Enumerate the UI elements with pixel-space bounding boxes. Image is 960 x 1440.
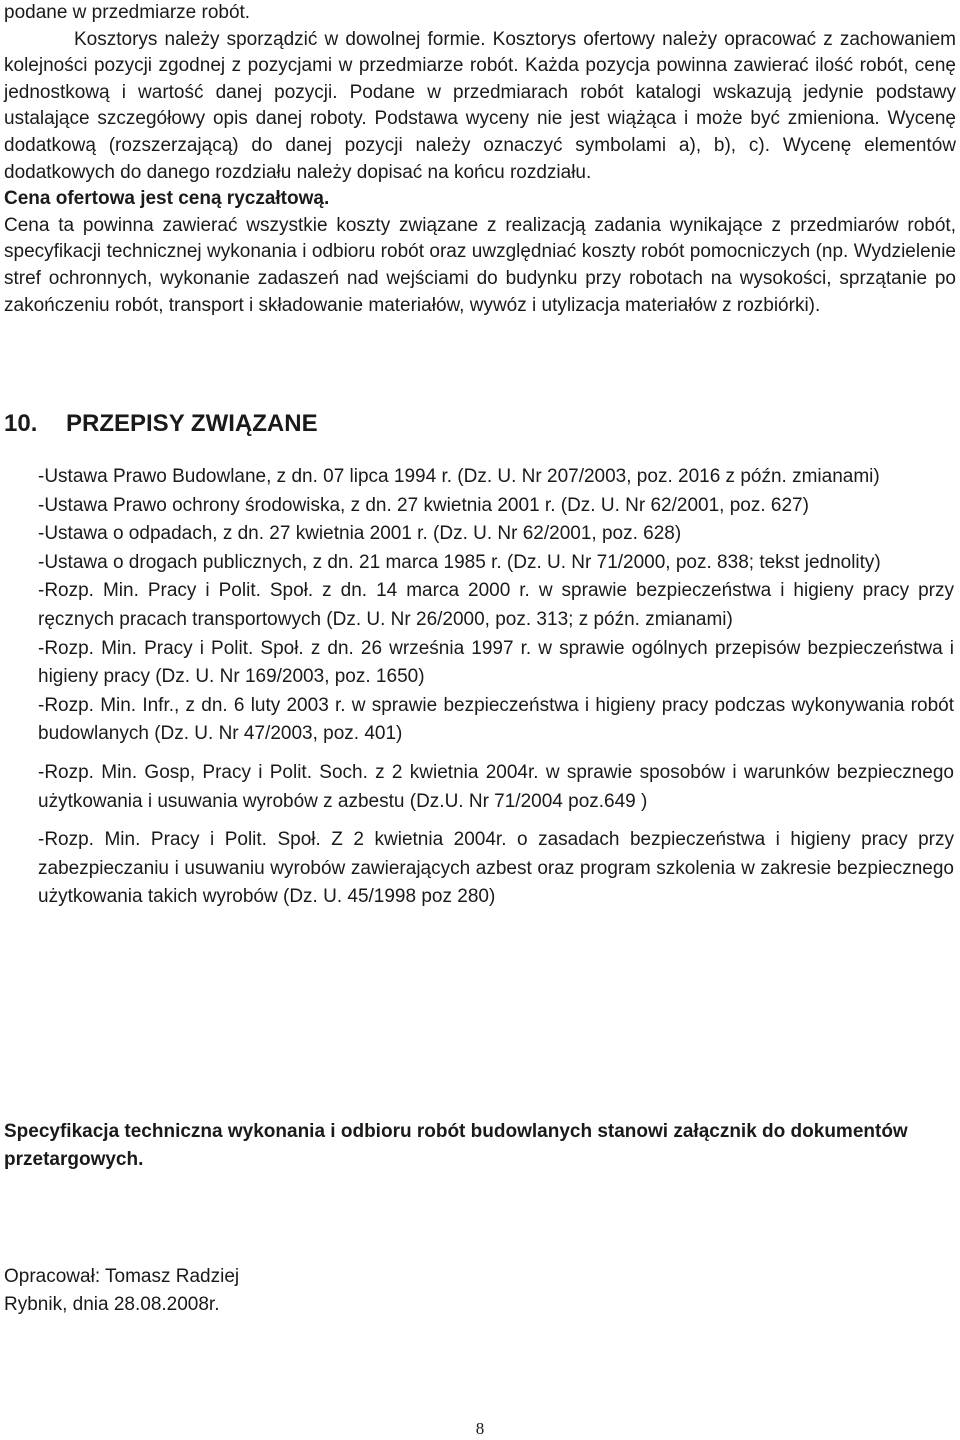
regulation-item: -Ustawa o odpadach, z dn. 27 kwietnia 2001 r. (Dz. U. Nr 62/2001, poz. 628) <box>38 523 682 545</box>
attachment-statement: Specyfikacja techniczna wykonania i odbioru robót budowlanych stanowi załącznik do dokumentów przetargowych. <box>4 1121 908 1170</box>
regulation-item: -Ustawa Prawo Budowlane, z dn. 07 lipca 1994 r. (Dz. U. Nr 207/2003, poz. 2016 z późn. zmianami) <box>38 466 880 487</box>
regulation-item: -Rozp. Min. Pracy i Polit. Społ. z dn. 26 września 1997 r. w sprawie ogólnych przepisów bezpieczeństwa i higieny pracy (Dz. U. Nr 169/2003, poz. 1650) <box>38 637 954 688</box>
regulation-item: -Rozp. Min. Pracy i Polit. Społ. z dn. 14 marca 2000 r. w sprawie bezpieczeństwa i higieny pracy przy ręcznych pracach transportowych (Dz. U. Nr 26/2000, poz. 313; z późn. zmianami) <box>38 580 954 630</box>
regulation-item: -Ustawa Prawo ochrony środowiska, z dn. 27 kwietnia 2001 r. (Dz. U. Nr 62/2001, poz. 627) <box>38 494 809 516</box>
regulation-item: -Rozp. Min. Infr., z dn. 6 luty 2003 r. w sprawie bezpieczeństwa i higieny pracy podczas wykonywania robót budowlanych (Dz. U. Nr 47/2003, poz. 401) <box>38 694 954 745</box>
intro-estimate-rules: Kosztorys należy sporządzić w dowolnej formie. Kosztorys ofertowy należy opracować z zachowaniem kolejności pozycji zgodnej z pozycjami w przedmiarze robót. Każda pozycja powinna zawierać ilość robót, cenę jednostkową i wartość danej pozycji. Podane w przedmiarach robót katalogi wskazują jedynie podstawy ustalające szczegółowy opis danej roboty. Podstawa wyceny nie jest wiążąca i może być zmieniona. Wycenę dodatkową (rozszerzającą) do danej pozycji należy oznaczyć symbolami a), b), c). Wycenę elementów dodatkowych do danego rozdziału należy dopisać na końcu rozdziału. <box>4 28 956 183</box>
price-contents-text: Cena ta powinna zawierać wszystkie koszty związane z realizacją zadania wynikające z przedmiarów robót, specyfikacji technicznej wykonania i odbioru robót oraz uwzględniać koszty robót pomocniczych (np. Wydzielenie stref ochronnych, wykonanie zadaszeń nad wejściami do budynku przy robotach na wysokości, sprzątanie po zakończeniu robót, transport i składowanie materiałów, wywóz i utylizacja materiałów z rozbiórki). <box>4 214 956 316</box>
lump-sum-statement: Cena ofertowa jest ceną ryczałtową. <box>4 188 330 210</box>
page-number: 8 <box>475 1419 485 1438</box>
cost-estimate-paragraph <box>4 0 956 319</box>
intro-first-line: podane w przedmiarze robót. <box>4 2 251 23</box>
regulation-item: -Rozp. Min. Pracy i Polit. Społ. Z 2 kwietnia 2004r. o zasadach bezpieczeństwa i higieny pracy przy zabezpieczaniu i usuwaniu wyrobów zawierających azbest oraz program szkolenia w zakresie bezpiecznego użytkowania takich wyrobów (Dz. U. 45/1998 poz 280) <box>38 829 954 908</box>
section-heading <box>4 407 318 441</box>
regulations-list <box>38 463 954 912</box>
section-number: 10. <box>4 410 38 437</box>
regulation-item: -Rozp. Min. Gosp, Pracy i Polit. Soch. z 2 kwietnia 2004r. w sprawie sposobów i warunków bezpiecznego użytkowania i usuwania wyrobów z azbestu (Dz.U. Nr 71/2004 poz.649 ) <box>38 761 954 812</box>
section-title: PRZEPISY ZWIĄZANE <box>66 410 318 437</box>
regulation-item: -Ustawa o drogach publicznych, z dn. 21 marca 1985 r. (Dz. U. Nr 71/2000, poz. 838; tekst jednolity) <box>38 551 881 573</box>
author-line: Opracował: Tomasz Radziej <box>4 1266 240 1287</box>
place-date-line: Rybnik, dnia 28.08.2008r. <box>4 1294 220 1315</box>
